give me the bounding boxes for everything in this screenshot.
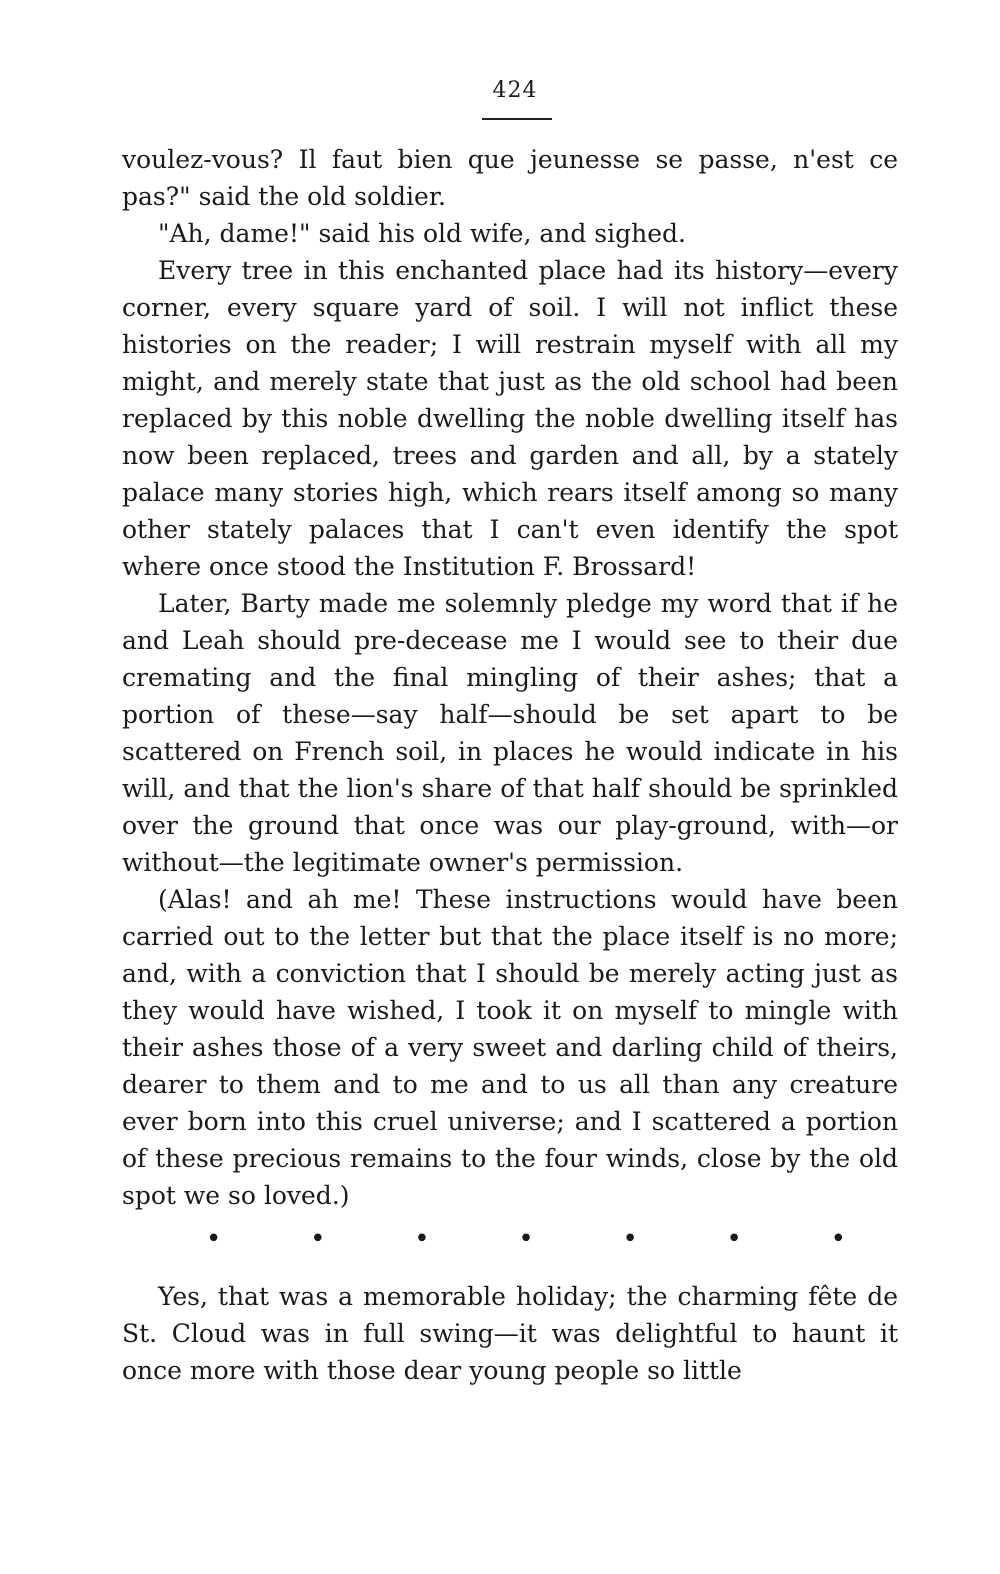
paragraph-alas: (Alas! and ah me! These instructions would have been carried out to the letter but that the place itself is no more; and, with a conviction that I should be merely acting just as they would have wished, I took it on myself to mingle with their ashes those of a very sweet and darling child of theirs, dearer to them and to me and to us all than any creature ever born into this cruel universe; and I scattered a portion of these precious remains to the four winds, close by the old spot we so loved.) [122,885,898,1210]
separator-dot: • [310,1224,326,1254]
page-number: 424 [492,78,538,103]
separator-dot: • [726,1224,742,1254]
separator-dot: • [518,1224,534,1254]
section-separator [206,1214,846,1264]
page-number-rule [482,118,552,120]
paragraph-pledge: Later, Barty made me solemnly pledge my word that if he and Leah should pre-decease me I would see to their due cremating and the final mingling of their ashes; that a portion of these—say half—should be set apart to be scattered on French soil, in places he would indicate in his will, and that the lion's share of that half should be sprinkled over the ground that once was our play-ground, with—or without—the legitimate owner's permission. [122,589,898,877]
spacer [122,1264,898,1278]
paragraph-memorable-holiday: Yes, that was a memorable holiday; the charming fête de St. Cloud was in full swing—it was delightful to haunt it once more with those dear young people so little [122,1282,898,1385]
separator-dot: • [414,1224,430,1254]
paragraph-continuation: voulez-vous? Il faut bien que jeunesse se passe, n'est ce pas?" said the old soldier. [122,145,898,211]
separator-dot: • [622,1224,638,1254]
body-text [122,141,898,1389]
separator-dot: • [206,1224,222,1254]
separator-dot: • [830,1224,846,1254]
paragraph-enchanted-place: Every tree in this enchanted place had its history—every corner, every square yard of soil. I will not inflict these histories on the reader; I will restrain myself with all my might, and merely state that just as the old school had been replaced by this noble dwelling the noble dwelling itself has now been replaced, trees and garden and all, by a stately palace many stories high, which rears itself among so many other stately palaces that I can't even identify the spot where once stood the Institution F. Brossard! [122,256,898,581]
paragraph-dame: "Ah, dame!" said his old wife, and sighed. [158,219,686,248]
